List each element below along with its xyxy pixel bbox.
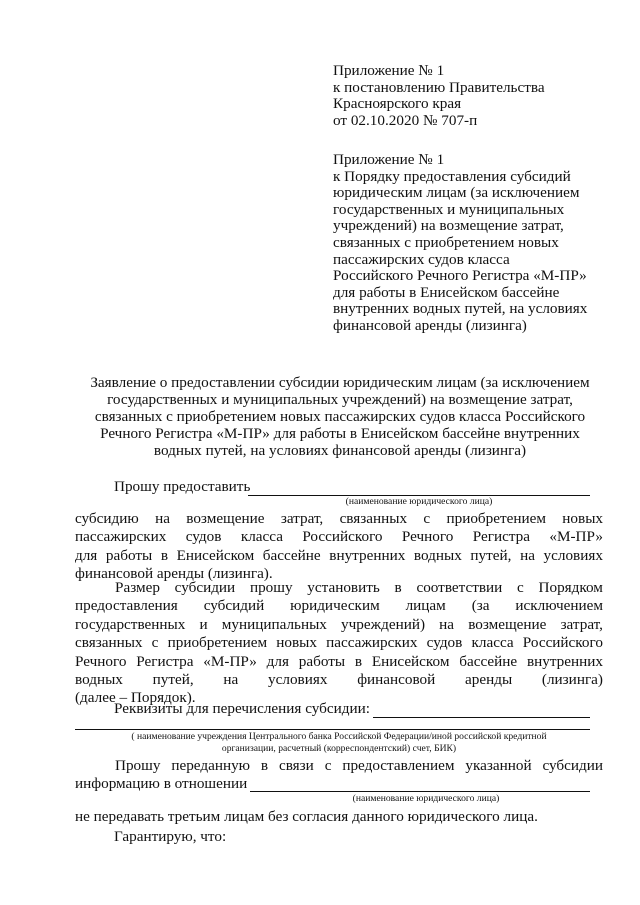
word: связанных — [75, 634, 143, 652]
word: субсидии — [542, 757, 603, 774]
word: установить — [307, 579, 380, 596]
word: связи — [278, 757, 314, 774]
word: на — [439, 615, 455, 633]
text-line — [75, 757, 603, 775]
word: судов — [426, 634, 463, 652]
word: субсидию — [75, 510, 139, 527]
appendix-line: Российского Речного Регистра «М-ПР» — [333, 267, 587, 285]
word: Российского — [302, 528, 383, 546]
text-line — [75, 547, 603, 565]
word: новых — [276, 634, 317, 652]
requisites-caption-1: ( наименование учреждения Центрального банка Российской Федерации/иной российской кредитной — [131, 731, 547, 742]
word: Енисейском — [371, 652, 450, 670]
word: аренды — [465, 671, 513, 689]
appendix-line: Приложение № 1 — [333, 62, 445, 79]
legal-entity-name-caption: (наименование юридического лица) — [345, 496, 493, 507]
title-line: связанных с приобретением новых пассажирских судов класса Российского — [94, 408, 586, 425]
word: лицам — [405, 597, 446, 615]
word: приобретением — [167, 634, 268, 652]
word: Российского — [522, 634, 603, 652]
guarantee-label: Гарантирую, что: — [114, 828, 227, 845]
text-line — [75, 528, 603, 546]
title-line: Речного Регистра «М-ПР» для работы в Енисейском бассейне внутренних — [100, 425, 580, 442]
word: на — [155, 510, 170, 527]
text-line — [75, 616, 603, 634]
appendix-line: к Порядку предоставления субсидий — [333, 167, 571, 185]
text-line — [75, 597, 603, 615]
word: путей, — [470, 546, 512, 564]
word: возмещение — [468, 615, 547, 633]
word: Регистра — [472, 528, 530, 546]
word: водных — [413, 546, 462, 564]
text-line — [75, 671, 603, 689]
word: класса — [471, 634, 514, 652]
word: бассейне — [459, 652, 518, 670]
text-line: (далее – Порядок). — [75, 689, 196, 707]
word: путей, — [152, 671, 194, 689]
word: переданную — [171, 757, 251, 774]
word: связанных — [339, 510, 408, 527]
word: Размер — [115, 579, 160, 596]
word: на — [520, 546, 535, 564]
word: юридическим — [290, 597, 380, 615]
word: новых — [562, 510, 603, 527]
word: пассажирских — [326, 634, 418, 652]
word: предоставления — [75, 597, 178, 615]
word: возмещение — [186, 510, 265, 527]
appendix-procedure — [333, 152, 613, 335]
word: Регистра — [136, 652, 194, 670]
information-entity-caption: (наименование юридического лица) — [352, 793, 500, 804]
word: Речного — [75, 652, 127, 670]
word: с — [517, 579, 524, 596]
word: Речного — [401, 528, 454, 546]
requisites-caption-2: организации, расчетный (корреспондентский) счет, БИК) — [221, 743, 457, 754]
word: для — [75, 546, 98, 564]
appendix-line: учреждений) на возмещение затрат, — [333, 217, 564, 235]
word: в — [394, 579, 402, 596]
requisites-label: Реквизиты для перечисления субсидии: — [114, 700, 370, 717]
appendix-line: внутренних водных путей, на условиях — [333, 300, 588, 318]
word: судов — [185, 528, 222, 546]
word: субсидии — [174, 579, 236, 596]
word: пассажирских — [75, 528, 167, 546]
word: условиях — [543, 546, 603, 564]
word: Енисейском — [176, 546, 255, 564]
appendix-line: Красноярского края — [333, 95, 462, 113]
appendix-government-resolution — [333, 63, 613, 129]
word: муниципальных — [221, 615, 327, 633]
appendix-line: финансовой аренды (лизинга) — [333, 316, 527, 334]
word: предоставлением — [342, 757, 455, 774]
word: внутренних — [329, 546, 406, 564]
appendix-line: Приложение № 1 — [333, 151, 445, 168]
word: Прошу — [115, 757, 161, 774]
word: класса — [240, 528, 283, 546]
text-line — [75, 510, 603, 528]
word: затрат, — [560, 615, 603, 633]
word: условиях — [268, 671, 328, 689]
word: Порядком — [538, 579, 603, 596]
requisites-field-line-2[interactable] — [75, 729, 590, 730]
word: работы — [105, 546, 153, 564]
text-line — [75, 634, 603, 652]
title-line: государственных и муниципальных учреждений) на возмещение затрат, — [107, 391, 573, 408]
word: «М-ПР» — [203, 652, 257, 670]
word: в — [260, 757, 269, 774]
word: приобретением — [446, 510, 546, 527]
document-title — [60, 374, 620, 459]
word: субсидий — [203, 597, 265, 615]
word: и — [199, 615, 208, 633]
appendix-line: к постановлению Правительства — [333, 78, 545, 96]
title-line: водных путей, на условиях финансовой аренды (лизинга) — [153, 442, 527, 459]
text-line: финансовой аренды (лизинга). — [75, 565, 273, 583]
information-label: информацию в отношении — [75, 775, 248, 792]
appendix-line: государственных и муниципальных — [333, 200, 565, 218]
paragraph-subsidy-amount — [75, 579, 603, 708]
word: на — [223, 671, 239, 689]
word: государственных — [75, 615, 186, 633]
requisites-field[interactable] — [373, 717, 590, 718]
paragraph-information-transfer — [75, 757, 603, 775]
appendix-line: для работы в Енисейском бассейне — [333, 283, 560, 301]
word: указанной — [465, 757, 532, 774]
request-label: Прошу предоставить — [114, 478, 251, 495]
text-line — [75, 579, 603, 597]
word: затрат, — [280, 510, 324, 527]
word: финансовой — [357, 671, 436, 689]
word: «М-ПР» — [549, 528, 603, 546]
word: соответствии — [416, 579, 503, 596]
word: работы — [298, 652, 346, 670]
no-transfer-statement: не передавать третьим лицам без согласия данного юридического лица. — [75, 808, 538, 825]
word: в — [160, 546, 168, 564]
appendix-line: связанных с приобретением новых — [333, 233, 559, 251]
word: с — [324, 757, 332, 774]
title-line: Заявление о предоставлении субсидии юридическим лицам (за исключением — [90, 374, 590, 391]
word: прошу — [249, 579, 293, 596]
word: учреждений) — [341, 615, 426, 633]
word: для — [266, 652, 289, 670]
appendix-line: пассажирских судов класса — [333, 250, 510, 268]
word: (лизинга) — [541, 671, 603, 689]
information-entity-field[interactable] — [250, 791, 590, 792]
paragraph-subsidy-purpose — [75, 510, 603, 584]
word: в — [354, 652, 363, 670]
appendix-line: от 02.10.2020 № 707-п — [333, 111, 478, 129]
appendix-line: юридическим лицам (за исключением — [333, 184, 580, 202]
word: исключением — [515, 597, 603, 615]
word: внутренних — [526, 652, 603, 670]
word: с — [151, 634, 159, 652]
word: с — [423, 510, 431, 527]
word: водных — [75, 671, 123, 689]
text-line — [75, 653, 603, 671]
word: (за — [471, 597, 490, 615]
word: бассейне — [262, 546, 321, 564]
